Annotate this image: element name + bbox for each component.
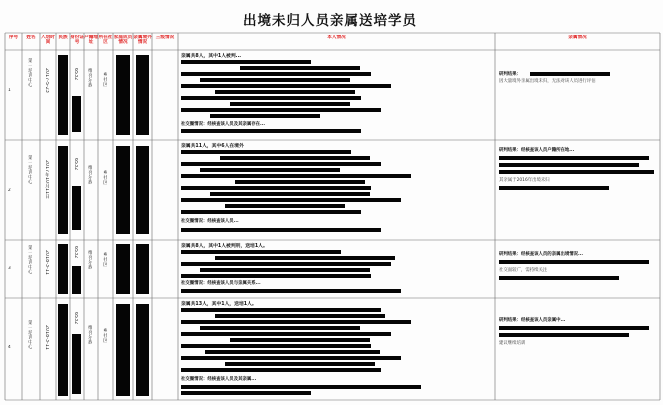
row-1-name-redaction <box>58 55 68 135</box>
redaction-line <box>181 150 351 154</box>
redaction-line <box>181 108 381 112</box>
row-4-index: 4 <box>8 345 11 350</box>
row-2-family-head: 亲属共11人，其中6人在境外 <box>181 144 244 149</box>
redaction-line <box>220 156 370 160</box>
redaction-line <box>181 262 391 266</box>
redaction-line <box>499 333 629 337</box>
row-4-right: 建议继续培训 <box>499 341 526 346</box>
row-1-ethnicity: 维吾尔族 <box>87 68 92 88</box>
redaction-line <box>200 326 360 330</box>
col-header-level: 三级情况 <box>155 35 175 40</box>
row-4-date: 2018-3-11 <box>44 325 49 350</box>
row-2-name-redaction <box>58 146 68 234</box>
redaction-line <box>230 338 370 342</box>
redaction-line <box>530 72 610 76</box>
row-4-family-head: 亲属共13人，其中1人，送培1人。 <box>181 302 257 307</box>
row-4-family-redaction <box>116 304 130 396</box>
redaction-line <box>240 66 360 70</box>
row-1-id-redaction <box>72 96 81 132</box>
row-1-family-head: 亲属共8人，其中1人被判... <box>181 54 242 59</box>
redaction-line <box>215 90 355 94</box>
redaction-line <box>499 186 609 190</box>
redaction-line <box>181 289 401 293</box>
col-header-community: 所在社区 <box>98 35 113 45</box>
row-4-name-redaction <box>58 304 68 396</box>
document-title: 出境未归人员亲属送培学员 <box>243 13 417 29</box>
row-4-center: 第一培训中心 <box>27 320 32 349</box>
row-4-id: 6532 <box>73 312 78 325</box>
row-3-date: 2018-3-11 <box>44 250 49 275</box>
redaction-line <box>215 314 385 318</box>
row-1-index: 1 <box>8 88 11 93</box>
row-3-id: 6532 <box>73 246 78 259</box>
redaction-line <box>181 210 361 214</box>
redaction-line <box>181 174 411 178</box>
row-1-community: 乡社区 <box>102 72 107 87</box>
row-3-name-redaction <box>58 244 68 294</box>
col-header-id: 身份证号 <box>70 35 84 45</box>
col-header-abroad: 亲属境外情况 <box>133 35 152 45</box>
row-2-family-redaction <box>116 146 130 234</box>
row-3-center: 第一培训中心 <box>27 245 32 274</box>
row-2-social: 社交圈情况：经核查该人员... <box>181 219 239 224</box>
redaction-line <box>225 204 345 208</box>
row-3-family-redaction <box>116 244 130 294</box>
row-4-ethnicity: 维吾尔族 <box>87 325 92 345</box>
redaction-line <box>215 256 395 260</box>
redaction-line <box>181 60 311 64</box>
row-3-right: 社交面较广，需持续关注 <box>499 268 548 273</box>
redaction-line <box>210 114 320 118</box>
row-4-community: 乡社区 <box>102 328 107 343</box>
redaction-line <box>499 163 639 167</box>
redaction-line <box>499 276 619 280</box>
redaction-line <box>200 268 370 272</box>
redaction-line <box>181 391 311 395</box>
redaction-line <box>181 308 381 312</box>
row-4-notes: 研判结果：经核查该人员亲属中... <box>499 318 566 323</box>
col-header-household: 户籍地址 <box>84 35 98 45</box>
redaction-line <box>181 186 371 190</box>
col-header-family: 家庭成员情况 <box>113 35 133 45</box>
redaction-line <box>181 274 371 278</box>
col-header-relatives: 亲属情况 <box>568 35 587 40</box>
row-1-notes: 研判结果： <box>499 72 521 77</box>
redaction-line <box>181 96 361 100</box>
redaction-line <box>181 129 361 133</box>
row-3-index: 3 <box>8 266 11 271</box>
redaction-line <box>235 180 365 184</box>
row-4-id-redaction <box>72 334 81 394</box>
redaction-line <box>181 250 341 254</box>
row-3-family-head: 亲属共8人，其中1人被判刑，送培1人。 <box>181 244 268 249</box>
row-2-ethnicity: 维吾尔族 <box>87 165 92 185</box>
col-header-ethnicity: 民族 <box>58 35 68 40</box>
row-3-community: 乡社区 <box>102 252 107 267</box>
row-1-date: 2017-5-23 <box>44 68 49 93</box>
redaction-line <box>181 332 391 336</box>
col-header-date: 入培时间 <box>41 35 55 45</box>
row-1-center: 第一培训中心 <box>27 58 32 87</box>
row-2-date: 2017年10月11日 <box>44 160 49 199</box>
row-2-center: 第一培训中心 <box>27 155 32 184</box>
col-header-name: 姓名 <box>26 35 36 40</box>
row-2-abroad-redaction <box>136 146 149 234</box>
row-3-id-redaction <box>72 266 81 294</box>
redaction-line <box>181 228 381 232</box>
redaction-line <box>200 78 350 82</box>
redaction-line <box>181 84 391 88</box>
row-3-ethnicity: 维吾尔族 <box>87 250 92 270</box>
row-1-id: 6532 <box>73 68 78 81</box>
redaction-line <box>499 170 654 174</box>
row-1-abroad-redaction <box>136 55 149 135</box>
row-3-social: 社交圈情况：经核查该人员与亲属关系... <box>181 281 261 286</box>
redaction-line <box>205 350 380 354</box>
redaction-line <box>181 344 371 348</box>
col-header-personal: 本人情况 <box>327 35 346 40</box>
row-4-abroad-redaction <box>136 304 149 396</box>
row-1-family-redaction <box>116 55 130 135</box>
redaction-line <box>181 385 421 389</box>
redaction-line <box>181 72 371 76</box>
row-3-notes: 研判结果：经核查该人员的亲属出境情况... <box>499 252 584 257</box>
redaction-line <box>230 102 350 106</box>
row-2-id-redaction <box>72 186 81 230</box>
redaction-line <box>210 192 370 196</box>
redaction-line <box>499 260 649 264</box>
redaction-line <box>181 368 381 372</box>
row-2-right: 其亲属于2016年出境未归 <box>499 178 550 183</box>
col-header-index: 序号 <box>8 35 19 40</box>
redaction-line <box>499 156 649 160</box>
redaction-line <box>499 326 649 330</box>
redaction-line <box>181 198 401 202</box>
row-2-notes: 研判结果：经核查该人员户籍所在地... <box>499 148 575 153</box>
redaction-line <box>225 362 375 366</box>
row-1-right: 因大量境外亲属出境未归，无法对该人员进行评估 <box>499 79 596 84</box>
row-2-index: 2 <box>8 188 11 193</box>
redaction-line <box>181 320 411 324</box>
row-2-id: 6532 <box>73 158 78 171</box>
row-2-community: 乡社区 <box>102 170 107 185</box>
row-3-abroad-redaction <box>136 244 149 294</box>
row-1-social: 社交圈情况：经核查该人员及其亲属存在... <box>181 122 266 127</box>
redaction-line <box>181 356 401 360</box>
row-4-social: 社交圈情况：经核查该人员及其亲属... <box>181 377 257 382</box>
redaction-line <box>200 168 340 172</box>
redaction-line <box>181 162 381 166</box>
